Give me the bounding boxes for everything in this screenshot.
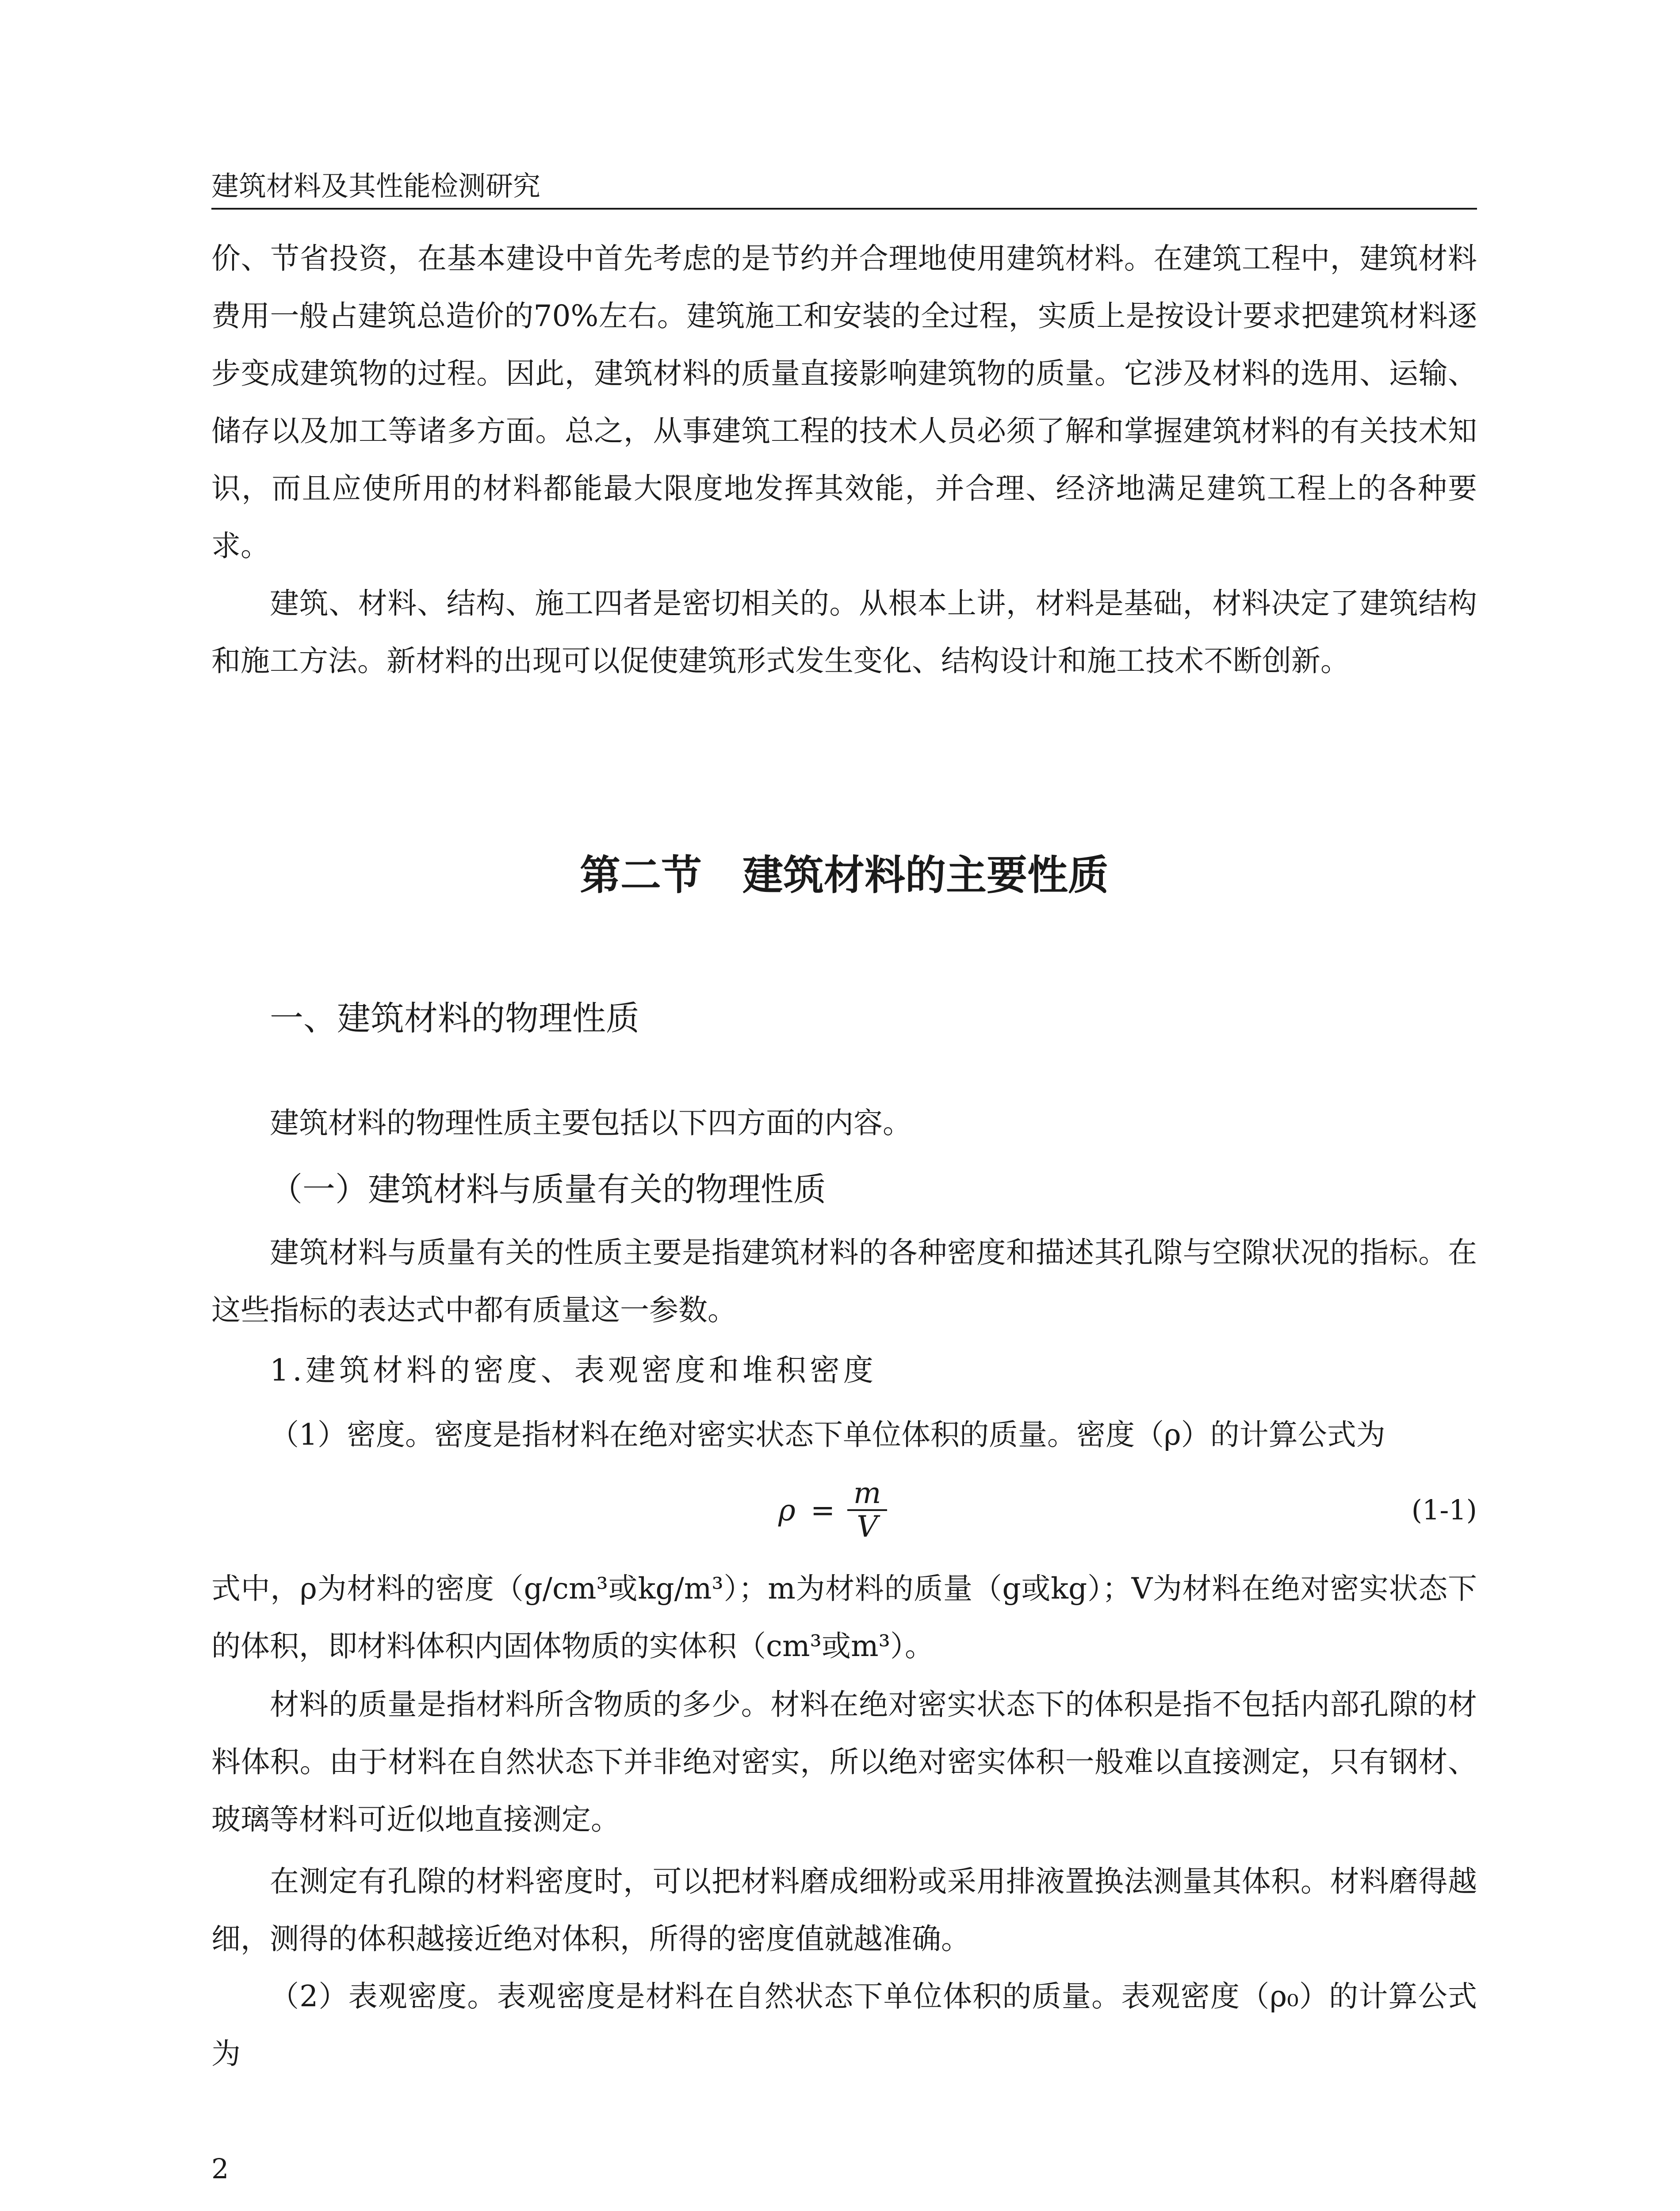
subsubsection-heading: （一）建筑材料与质量有关的物理性质: [270, 1171, 826, 1209]
formula-equals: =: [810, 1493, 835, 1527]
page-number: 2: [211, 2153, 229, 2185]
equation-number: (1-1): [1411, 1494, 1477, 1526]
paragraph-mass-volume: 材料的质量是指材料所含物质的多少。材料在绝对密实状态下的体积是指不包括内部孔隙的材料体积。由于材料在自然状态下并非绝对密实，所以绝对密实体积一般难以直接测定，只有钢材、玻璃等材料可近似地直接测定。: [211, 1687, 1477, 1836]
section-title: 第二节 建筑材料的主要性质: [579, 852, 1109, 899]
paragraph-apparent-density: （2）表观密度。表观密度是材料在自然状态下单位体积的质量。表观密度（ρ₀）的计算公式为: [211, 1979, 1477, 2071]
paragraph-porous-measurement: 在测定有孔隙的材料密度时，可以把材料磨成细粉或采用排液置换法测量其体积。材料磨得越细，测得的体积越接近绝对体积，所得的密度值就越准确。: [211, 1864, 1477, 1956]
formula-numerator: m: [853, 1476, 881, 1510]
paragraph-density-definition: （1）密度。密度是指材料在绝对密实状态下单位体积的质量。密度（ρ）的计算公式为: [270, 1418, 1385, 1452]
subsection-heading: 一、建筑材料的物理性质: [270, 998, 639, 1038]
formula-lhs: ρ: [778, 1493, 796, 1527]
running-header: [211, 171, 1477, 210]
item-heading: 1.建筑材料的密度、表观密度和堆积密度: [270, 1353, 877, 1388]
paragraph-physical-properties-intro: 建筑材料的物理性质主要包括以下四方面的内容。: [270, 1106, 912, 1140]
formula-denominator: V: [857, 1510, 878, 1544]
density-formula: [778, 1473, 887, 1548]
formula-fraction: [847, 1477, 887, 1543]
paragraph-formula-explanation: 式中，ρ为材料的密度（g/cm³或kg/m³）；m为材料的质量（g或kg）；V为材料在绝对密实状态下的体积，即材料体积内固体物质的实体积（cm³或m³）。: [211, 1572, 1477, 1663]
paragraph-mass-properties: 建筑材料与质量有关的性质主要是指建筑材料的各种密度和描述其孔隙与空隙状况的指标。在这些指标的表达式中都有质量这一参数。: [211, 1236, 1477, 1327]
paragraph-intro-continued: 价、节省投资，在基本建设中首先考虑的是节约并合理地使用建筑材料。在建筑工程中，建筑材料费用一般占建筑总造价的70%左右。建筑施工和安装的全过程，实质上是按设计要求把建筑材料逐步变成建筑物的过程。因此，建筑材料的质量直接影响建筑物的质量。它涉及材料的选用、运输、储存以及加工等诸多方面。总之，从事建筑工程的技术人员必须了解和掌握建筑材料的有关技术知识，而且应使所用的材料都能最大限度地发挥其效能，并合理、经济地满足建筑工程上的各种要求。: [211, 241, 1477, 563]
running-title: 建筑材料及其性能检测研究: [211, 170, 541, 202]
paragraph-materials-relationship: 建筑、材料、结构、施工四者是密切相关的。从根本上讲，材料是基础，材料决定了建筑结构和施工方法。新材料的出现可以促使建筑形式发生变化、结构设计和施工技术不断创新。: [211, 586, 1477, 678]
